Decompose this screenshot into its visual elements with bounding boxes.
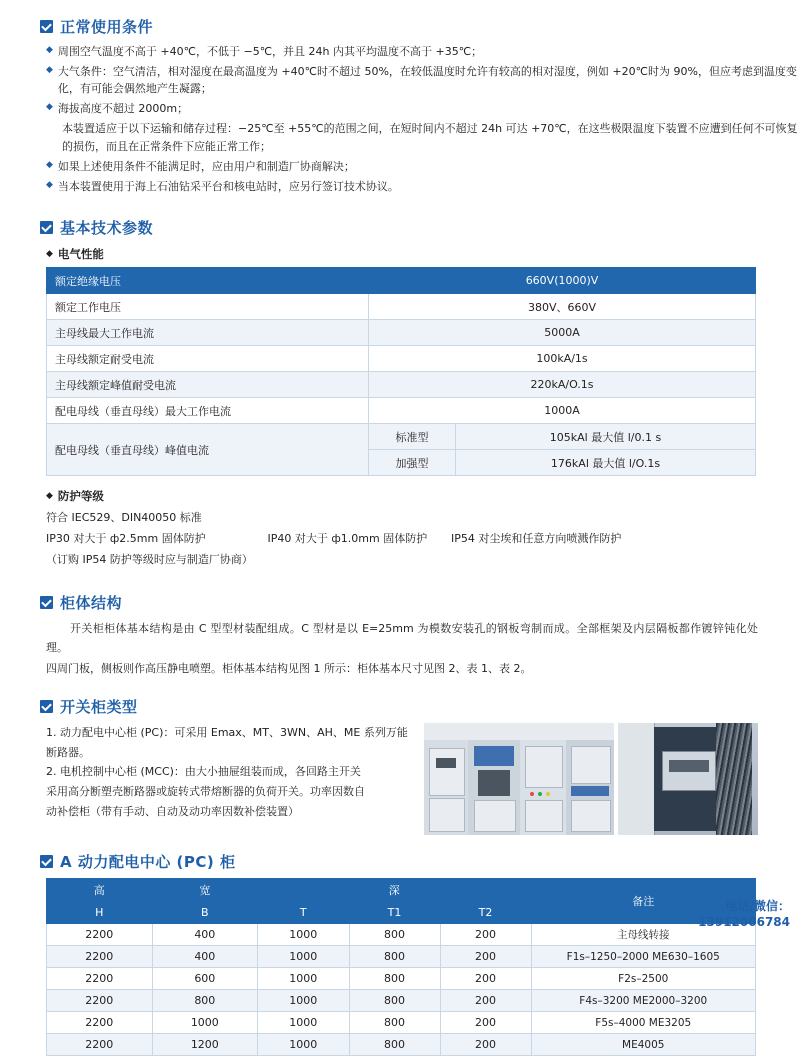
cell-note: F5s–4000 ME3205	[531, 1012, 756, 1034]
spec-value: 176kAl 最大值 l/O.1s	[456, 450, 756, 476]
diamond-bullet-icon: ◆	[46, 248, 53, 259]
spec-subtype: 标准型	[369, 424, 456, 450]
section-title: A 动力配电中心 (PC) 柜	[60, 853, 236, 872]
spec-value: 220kA/O.1s	[369, 372, 756, 398]
table-row	[47, 1012, 756, 1034]
list-item-text: 当本装置使用于海上石油钻采平台和核电站时，应另行签订技术协议。	[57, 180, 399, 194]
check-mark-icon	[40, 20, 53, 33]
cabinet-paragraph-2: 四周门板，侧板则作高压静电喷塑。柜体基本结构见图 1 所示：柜体基本尺寸见图 2、表 1、表 2。	[46, 662, 532, 676]
col-header-note: 备注	[531, 879, 756, 924]
section-header-switch-type	[40, 696, 800, 717]
ip-grade-line	[46, 530, 800, 549]
cabinet-door	[571, 746, 611, 784]
cabinet-door	[429, 798, 465, 832]
cabinet-door	[474, 800, 516, 832]
cell-t: 1000	[258, 946, 349, 968]
cell-t2: 200	[440, 946, 531, 968]
check-mark-icon	[40, 221, 53, 234]
col-header-height: 高	[47, 879, 153, 902]
subsection-title: 防护等级	[57, 489, 104, 504]
cabinet-door	[571, 800, 611, 832]
cabinet-unit	[424, 740, 469, 835]
spec-label: 主母线最大工作电流	[47, 320, 369, 346]
table-row	[47, 990, 756, 1012]
cell-h: 2200	[47, 1012, 153, 1034]
wiring-bundle	[716, 723, 752, 835]
spec-value: 105kAl 最大值 l/0.1 s	[456, 424, 756, 450]
subsection-electrical	[46, 246, 800, 262]
cell-note: 主母线转接	[531, 924, 756, 946]
contact-number: 13912006784	[698, 914, 790, 929]
cell-t1: 800	[349, 990, 440, 1012]
cell-t1: 800	[349, 946, 440, 968]
section-title: 柜体结构	[60, 593, 123, 612]
spec-value: 660V(1000)V	[369, 268, 756, 294]
cell-h: 2200	[47, 968, 153, 990]
cell-t1: 800	[349, 1034, 440, 1056]
list-item-text: 周围空气温度不高于 +40℃，不低于 −5℃，并且 24h 内其平均温度不高于 +35℃；	[57, 45, 483, 58]
cell-t: 1000	[258, 1012, 349, 1034]
cabinet-door	[429, 748, 465, 796]
cell-t1: 800	[349, 968, 440, 990]
switchgear-lineup-photo	[424, 723, 614, 835]
cell-t: 1000	[258, 968, 349, 990]
table-row	[47, 294, 756, 320]
cell-b: 1200	[152, 1034, 258, 1056]
cabinet-interior-photo	[618, 723, 758, 835]
list-item	[46, 158, 800, 175]
cabinet-paragraph-1: 开关柜柜体基本结构是由 C 型型材装配组成。C 型材是以 E=25mm 为模数安装孔的钢板弯制而成。全部框架及内层隔板都作镀锌钝化处理。	[46, 621, 758, 654]
table-header	[47, 879, 756, 924]
check-mark-icon	[40, 700, 53, 713]
table-row	[47, 946, 756, 968]
list-item	[46, 100, 800, 117]
list-item-text: 如果上述使用条件不能满足时，应由用户和制造厂协商解决；	[57, 160, 355, 174]
indicator-lamp	[530, 792, 534, 796]
spec-label: 配电母线（垂直母线）最大工作电流	[47, 398, 369, 424]
cabinet-blue-panel	[474, 746, 514, 766]
table-row	[47, 924, 756, 946]
spec-label: 主母线额定峰值耐受电流	[47, 372, 369, 398]
col-header-b: B	[152, 902, 258, 924]
cabinet-unit	[520, 740, 567, 835]
section-header-cabinet	[40, 592, 800, 613]
col-header-t1: T1	[349, 902, 440, 924]
diamond-bullet-icon: ◆	[46, 490, 53, 501]
usage-bullet-list	[46, 43, 800, 117]
cell-t2: 200	[440, 924, 531, 946]
ip40-text: IP40 对大于 ф1.0mm 固体防护	[267, 532, 428, 546]
subsection-protection	[46, 488, 800, 504]
diamond-bullet-icon: ◆	[46, 102, 53, 113]
indicator-lamp	[538, 792, 542, 796]
document-page	[0, 16, 800, 1052]
diamond-bullet-icon: ◆	[46, 160, 53, 171]
section-header-usage	[40, 16, 800, 37]
col-header-t: T	[258, 902, 349, 924]
cell-t2: 200	[440, 1034, 531, 1056]
diamond-bullet-icon: ◆	[46, 65, 53, 76]
cell-h: 2200	[47, 990, 153, 1012]
contact-label: 电话/微信：	[725, 898, 790, 913]
standard-line: 符合 IEC529、DIN40050 标准	[46, 511, 202, 525]
cell-b: 400	[152, 946, 258, 968]
section-title: 正常使用条件	[60, 18, 154, 36]
cell-note: F1s–1250–2000 ME630–1605	[531, 946, 756, 968]
spec-label: 额定绝缘电压	[47, 268, 369, 294]
col-header-width: 宽	[152, 879, 258, 902]
ip54-text: IP54 对尘埃和任意方向喷溅作防护	[451, 532, 622, 546]
section-header-params	[40, 217, 800, 238]
cabinet-door	[525, 746, 563, 788]
switch-type-text	[46, 723, 416, 835]
cell-note: F2s–2500	[531, 968, 756, 990]
table-body	[47, 924, 756, 1056]
diamond-bullet-icon: ◆	[46, 180, 53, 191]
cabinet-window	[478, 770, 510, 796]
cell-t: 1000	[258, 990, 349, 1012]
spec-label: 主母线额定耐受电流	[47, 346, 369, 372]
switch-type-line: 动补偿柜（带有手动、自动及动功率因数补偿装置）	[46, 804, 299, 818]
cell-t2: 200	[440, 968, 531, 990]
table-row	[47, 424, 756, 450]
cell-h: 2200	[47, 1034, 153, 1056]
ip-note: （订购 IP54 防护等级时应与制造厂协商）	[46, 552, 253, 566]
diamond-bullet-icon: ◆	[46, 45, 53, 55]
spec-label: 配电母线（垂直母线）峰值电流	[47, 424, 369, 476]
cabinet-unit	[566, 740, 614, 835]
cell-t: 1000	[258, 924, 349, 946]
circuit-breaker-device	[662, 751, 716, 791]
table-header-row	[47, 879, 756, 902]
cabinet-side-panel	[618, 723, 655, 835]
cabinet-window	[436, 758, 456, 768]
photo-top-band	[424, 723, 614, 741]
check-mark-icon	[40, 596, 53, 609]
table-row	[47, 968, 756, 990]
switch-type-line: 采用高分断塑壳断路器或旋转式带熔断器的负荷开关。功率因数自	[46, 785, 365, 799]
cell-t: 1000	[258, 1034, 349, 1056]
spec-value: 5000A	[369, 320, 756, 346]
spec-subtype: 加强型	[369, 450, 456, 476]
cell-b: 1000	[152, 1012, 258, 1034]
spec-table	[46, 267, 756, 476]
spec-label: 额定工作电压	[47, 294, 369, 320]
table-row	[47, 372, 756, 398]
switch-type-line: 2. 电机控制中心柜 (MCC)：由大小抽屉组装而成，各回路主开关	[46, 765, 361, 779]
cell-b: 800	[152, 990, 258, 1012]
table-row	[47, 398, 756, 424]
switch-type-line: 1. 动力配电中心柜 (PC)：可采用 Emax、MT、3WN、AH、ME 系列万能断路器。	[46, 726, 408, 759]
spec-value: 380V、660V	[369, 294, 756, 320]
cell-b: 400	[152, 924, 258, 946]
spec-value: 1000A	[369, 398, 756, 424]
section-title: 开关柜类型	[60, 698, 138, 717]
col-header-t2: T2	[440, 902, 531, 924]
indicator-lamp	[546, 792, 550, 796]
contact-block	[698, 898, 790, 930]
list-item	[46, 178, 800, 195]
table-row	[47, 346, 756, 372]
cell-note: F4s–3200 ME2000–3200	[531, 990, 756, 1012]
cabinet-blue-panel	[571, 786, 609, 796]
spec-value: 100kA/1s	[369, 346, 756, 372]
cabinet-unit	[468, 740, 521, 835]
product-photo-group	[424, 723, 758, 835]
section-title: 基本技术参数	[60, 219, 154, 238]
col-header-h: H	[47, 902, 153, 924]
list-item	[46, 43, 800, 60]
switch-type-block	[46, 723, 758, 835]
table-row	[47, 320, 756, 346]
subsection-title: 电气性能	[57, 247, 104, 262]
usage-bullet-list-2	[46, 158, 800, 195]
cabinet-door	[525, 800, 563, 832]
cell-h: 2200	[47, 924, 153, 946]
cell-note: ME4005	[531, 1034, 756, 1056]
table-row	[47, 1034, 756, 1056]
list-item	[46, 63, 800, 97]
table-row	[47, 268, 756, 294]
cell-t1: 800	[349, 924, 440, 946]
list-item-text: 海拔高度不超过 2000m；	[57, 102, 189, 116]
section-header-pc-table	[40, 851, 800, 872]
usage-note: 本装置适应于以下运输和储存过程：−25℃至 +55℃的范围之间，在短时间内不超过 24h 可达 +70℃，在这些极限温度下装置不应遭到任何不可恢复的损伤，而且在正常条件下应能正常工作；	[62, 122, 798, 153]
cell-t2: 200	[440, 1012, 531, 1034]
cell-t1: 800	[349, 1012, 440, 1034]
check-mark-icon	[40, 855, 53, 868]
ip30-text: IP30 对大于 ф2.5mm 固体防护	[46, 532, 206, 546]
cell-h: 2200	[47, 946, 153, 968]
col-header-depth: 深	[258, 879, 531, 902]
cell-t2: 200	[440, 990, 531, 1012]
cell-b: 600	[152, 968, 258, 990]
pc-dimension-table	[46, 878, 756, 1056]
list-item-text: 大气条件：空气清洁，相对湿度在最高温度为 +40℃时不超过 50%，在较低温度时允许有较高的相对湿度，例如 +20℃时为 90%，但应考虑到温度变化，有可能会偶然地产生凝露；	[57, 65, 797, 96]
